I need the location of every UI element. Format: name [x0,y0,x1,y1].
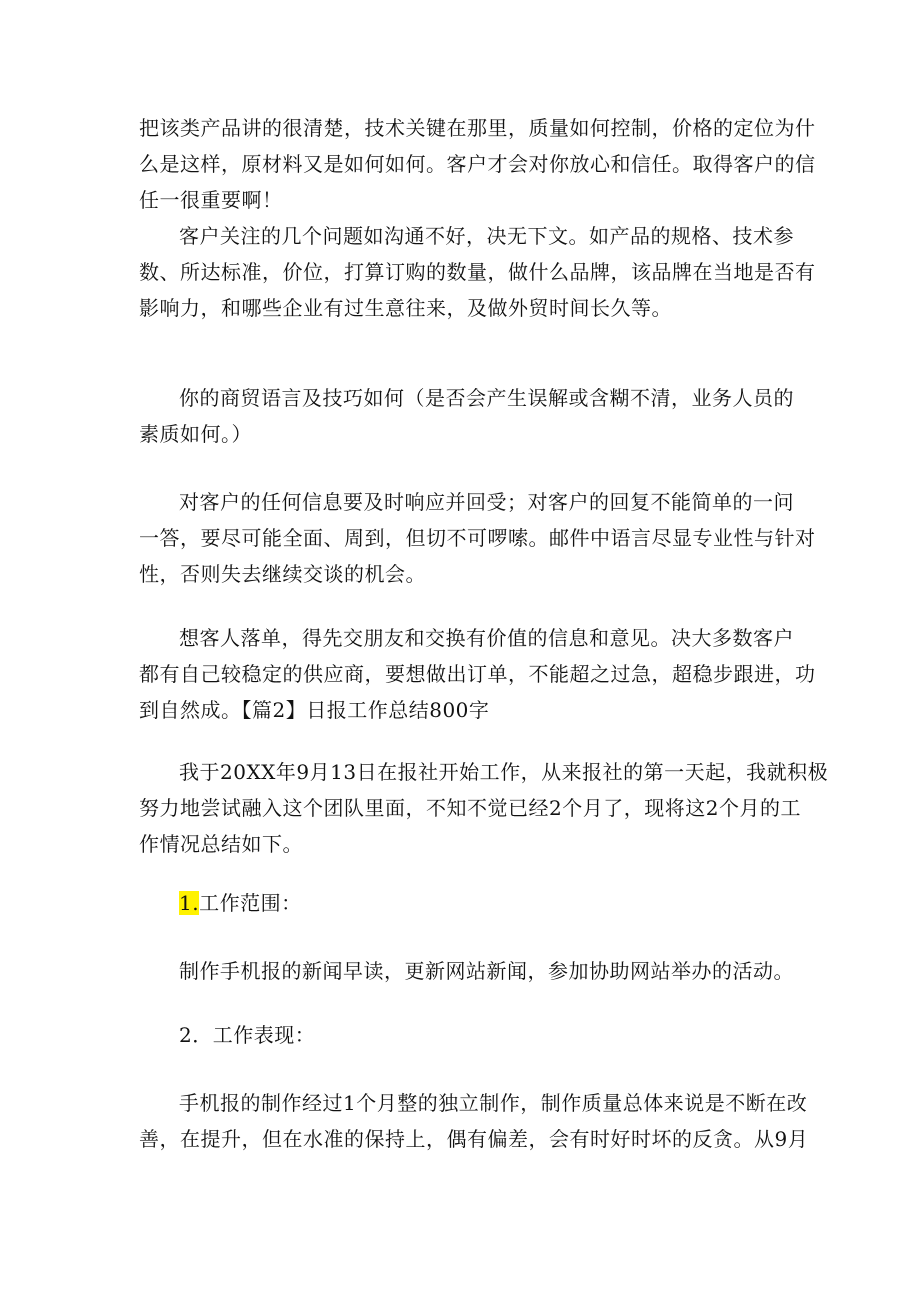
paragraph-work-scope-detail [139,953,794,989]
text-line: 数、所达标准，价位，打算订购的数量，做什么品牌，该品牌在当地是否有 [139,260,816,284]
paragraph-response-timing [139,484,816,592]
text-line: 善，在提升，但在水准的保持上，偶有偏差，会有时好时坏的反贪。从9月 [139,1127,809,1151]
text-line: 对客户的任何信息要及时响应并回受；对客户的回复不能简单的一问 [179,490,794,514]
text-line: 手机报的制作经过1个月整的独立制作，制作质量总体来说是不断在改 [179,1091,808,1115]
text-line: 都有自己较稳定的供应商，要想做出订单，不能超之过急，超稳步跟进，功 [139,662,816,686]
paragraph-product-explanation [139,110,816,218]
text-line [139,885,789,921]
text-line: 我于20XX年9月13日在报社开始工作，从来报社的第一天起，我就积极 [179,760,829,784]
text-line: 作情况总结如下。 [139,832,303,856]
text-line: 把该类产品讲的很清楚，技术关键在那里，质量如何控制，价格的定位为什 [139,116,816,140]
text-line: 性，否则失去继续交谈的机会。 [139,562,426,586]
paragraph-customer-concerns [139,218,816,326]
text-line: 努力地尝试融入这个团队里面，不知不觉已经2个月了，现将这2个月的工 [139,796,801,820]
paragraph-work-performance-detail [139,1085,809,1157]
text-line: 么是这样，原材料又是如何如何。客户才会对你放心和信任。取得客户的信 [139,152,816,176]
text-line: 一答，要尽可能全面、周到，但切不可啰嗦。邮件中语言尽显专业性与针对 [139,526,816,550]
paragraph-work-start [139,754,829,862]
section-heading-work-performance [139,1017,789,1053]
paragraph-making-friends [139,620,816,728]
paragraph-trade-language [139,380,794,452]
text-line: 想客人落单，得先交朋友和交换有价值的信息和意见。决大多数客户 [179,626,794,650]
highlighted-number: 1. [179,891,200,915]
text-line: 2．工作表现： [179,1023,316,1047]
text-line: 你的商贸语言及技巧如何（是否会产生误解或含糊不清，业务人员的 [179,386,794,410]
text-line: 客户关注的几个问题如沟通不好，决无下文。如产品的规格、技术参 [179,224,794,248]
section-heading-work-scope [139,885,789,921]
text-line: 影响力，和哪些企业有过生意往来，及做外贸时间长久等。 [139,296,672,320]
text-line: 素质如何。） [139,422,252,446]
heading-text: 工作范围： [199,891,302,915]
text-line: 任一很重要啊！ [139,188,283,212]
text-line: 到自然成。【篇2】日报工作总结800字 [139,698,490,722]
text-line: 制作手机报的新闻早读，更新网站新闻，参加协助网站举办的活动。 [179,959,794,983]
